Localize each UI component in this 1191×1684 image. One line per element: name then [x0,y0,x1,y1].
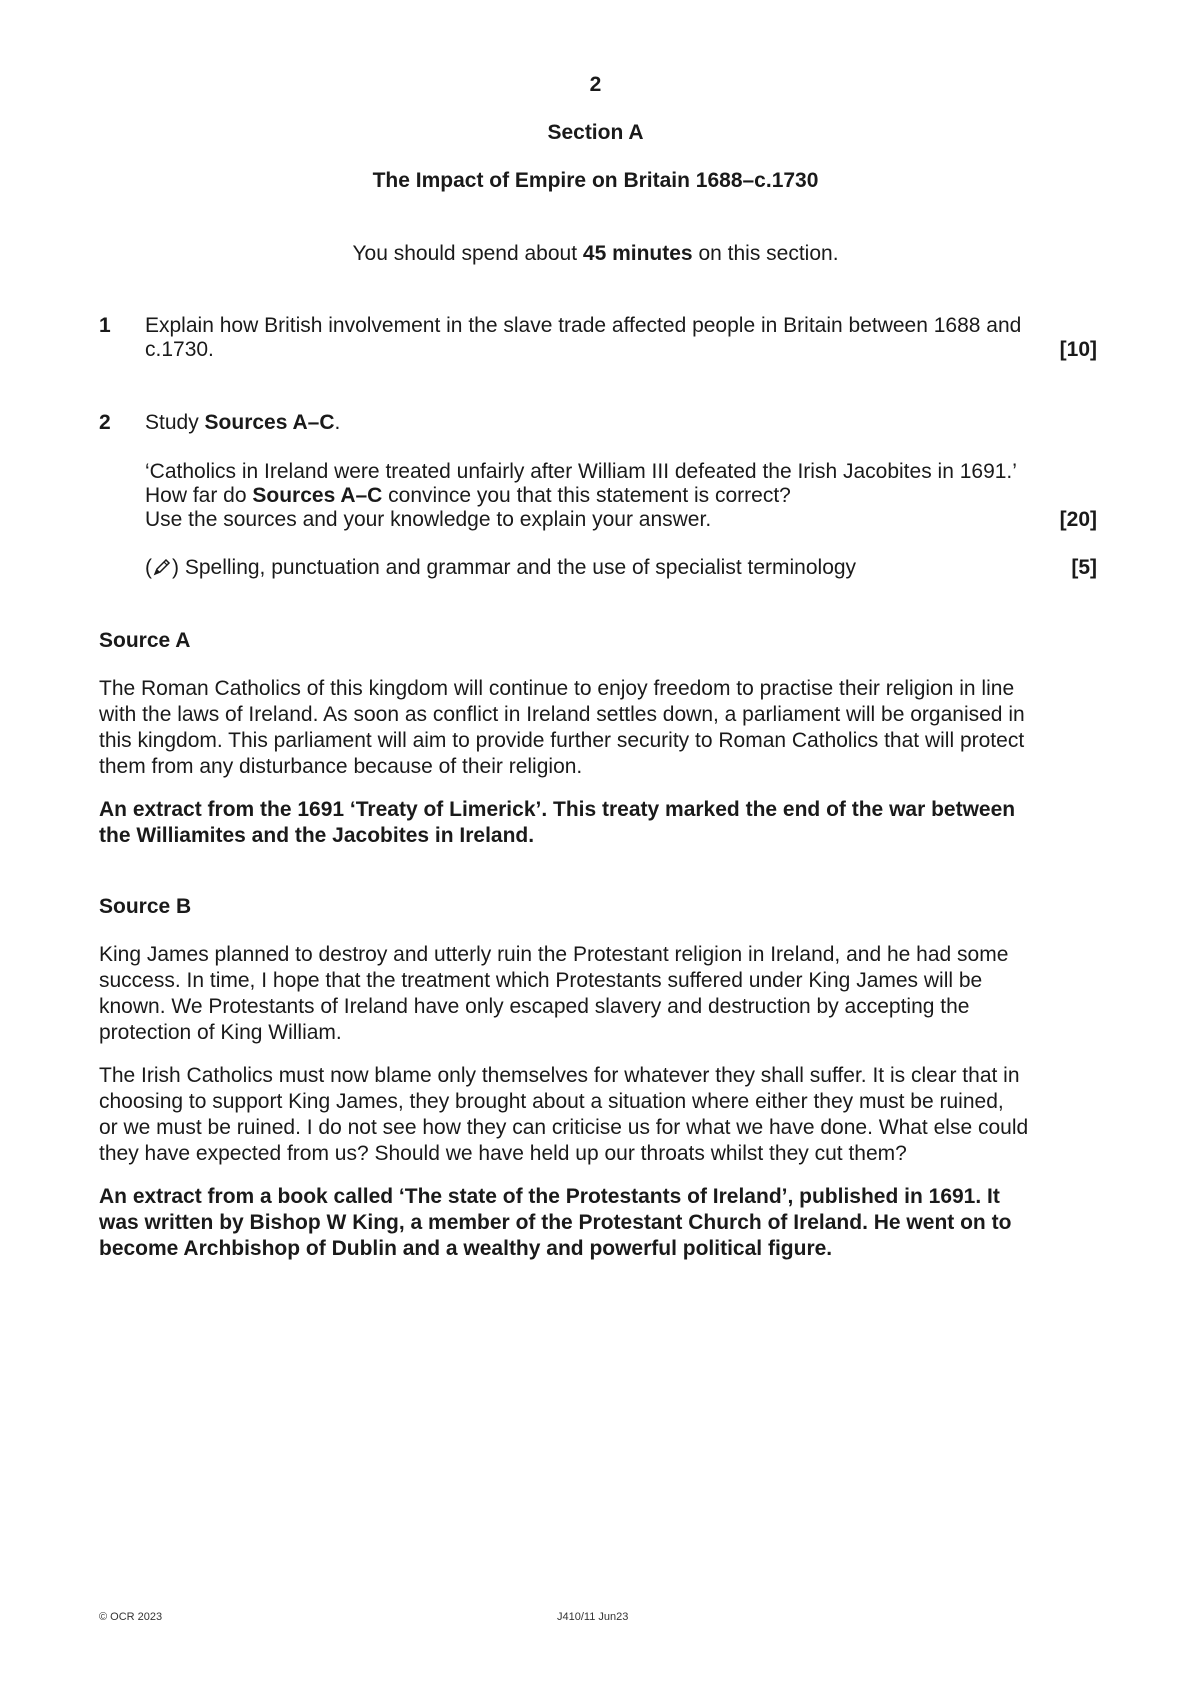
source-b-line: success. In time, I hope that the treatment which Protestants suffered under King James will be [99,969,983,992]
footer-copyright: © OCR 2023 [99,1611,163,1623]
question-2-how-far [145,483,1095,509]
time-instruction [0,241,1191,267]
study-sources: Sources A–C [204,411,335,434]
source-b-line: The Irish Catholics must now blame only themselves for whatever they shall suffer. It is clear that in [99,1064,1020,1087]
source-a-line: them from any disturbance because of their religion. [99,755,583,778]
section-title: The Impact of Empire on Britain 1688–c.1730 [372,169,819,192]
question-1-line-1: Explain how British involvement in the slave trade affected people in Britain between 1688 and [145,314,1022,337]
source-b-line: protection of King William. [99,1021,342,1044]
instruction-pre: You should spend about [352,242,583,265]
spag-close-paren: ) [172,556,179,579]
how-far-sources: Sources A–C [252,484,383,507]
source-b-body-1 [99,942,1099,1046]
source-b-caption-line: An extract from a book called ‘The state of the Protestants of Ireland’, published in 1691. It [99,1185,1000,1208]
source-a-line: The Roman Catholics of this kingdom will continue to enjoy freedom to practise their religion in line [99,677,1015,700]
instruction-time: 45 minutes [582,242,693,265]
source-b-caption-line: become Archbishop of Dublin and a wealthy and powerful political figure. [99,1237,833,1260]
question-1-number: 1 [99,314,111,337]
spag-text: Spelling, punctuation and grammar and the use of specialist terminology [179,556,857,579]
source-b-line: or we must be ruined. I do not see how they can criticise us for what we have done. What else could [99,1116,1029,1139]
how-far-post: convince you that this statement is correct? [382,484,791,507]
source-a-caption-line: the Williamites and the Jacobites in Ireland. [99,824,535,847]
question-2-statement: ‘Catholics in Ireland were treated unfairly after William III defeated the Irish Jacobites in 1691.’ [145,460,1017,483]
question-1-line-2: c.1730. [145,338,214,361]
how-far-pre: How far do [145,484,253,507]
page-number: 2 [589,73,602,96]
footer-paper-code: J410/11 Jun23 [557,1611,629,1623]
spag-open-paren: ( [145,556,152,579]
section-heading: Section A [547,121,644,144]
study-post: . [334,411,341,434]
question-2-spag-marks: [5] [1071,556,1097,579]
question-1-marks: [10] [1059,338,1097,361]
source-a-caption [99,797,1099,849]
question-2-marks: [20] [1059,508,1097,531]
source-a-line: with the laws of Ireland. As soon as conflict in Ireland settles down, a parliament will be organised in [99,703,1025,726]
source-b-heading: Source B [99,895,192,918]
question-2-spag [145,555,1095,581]
source-a-line: this kingdom. This parliament will aim to provide further security to Roman Catholics that will protect [99,729,1025,752]
source-b-line: known. We Protestants of Ireland have only escaped slavery and destruction by accepting the [99,995,970,1018]
source-b-line: they have expected from us? Should we have held up our throats whilst they cut them? [99,1142,907,1165]
question-2-use-sources: Use the sources and your knowledge to explain your answer. [145,508,712,531]
question-2-study [145,410,1095,436]
source-b-body-2 [99,1063,1099,1167]
source-b-caption-line: was written by Bishop W King, a member of the Protestant Church of Ireland. He went on to [99,1211,1012,1234]
source-a-heading: Source A [99,629,191,652]
pencil-icon [152,557,172,577]
question-2-number: 2 [99,411,111,434]
study-pre: Study [145,411,205,434]
source-b-line: choosing to support King James, they brought about a situation where either they must be ruined, [99,1090,1004,1113]
source-a-body [99,676,1099,780]
source-b-line: King James planned to destroy and utterly ruin the Protestant religion in Ireland, and he had some [99,943,1009,966]
instruction-post: on this section. [692,242,839,265]
source-a-caption-line: An extract from the 1691 ‘Treaty of Limerick’. This treaty marked the end of the war between [99,798,1016,821]
source-b-caption [99,1184,1099,1262]
